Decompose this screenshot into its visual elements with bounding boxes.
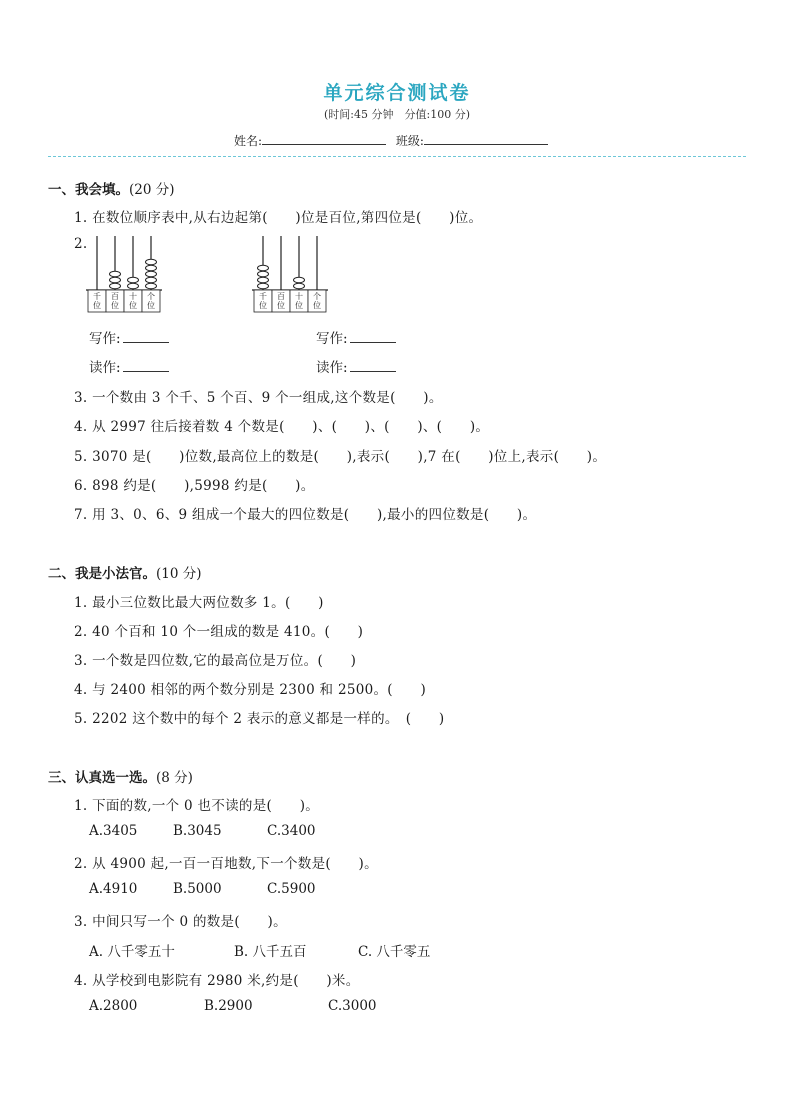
abacus-label: 位 xyxy=(147,301,155,310)
write-blank[interactable] xyxy=(350,330,396,343)
abacus-a-drawing xyxy=(86,234,166,314)
abacus-b-drawing xyxy=(252,234,332,314)
s2-question-5: 5. 2202 这个数中的每个 2 表示的意义都是一样的。 ( ) xyxy=(74,711,445,727)
option-b: B.3045 xyxy=(173,823,222,839)
write-blank[interactable] xyxy=(123,330,169,343)
abacus-label: 位 xyxy=(313,301,321,310)
section-2-heading xyxy=(48,562,202,582)
section-3-title: 三、认真选一选。 xyxy=(48,770,156,786)
abacus-bead xyxy=(258,265,269,271)
abacus-label: 位 xyxy=(259,301,267,310)
section-1-heading xyxy=(48,178,175,198)
s2-question-4: 4. 与 2400 相邻的两个数分别是 2300 和 2500。( ) xyxy=(74,682,427,698)
s3-question-1: 1. 下面的数,一个 0 也不读的是( )。 xyxy=(74,798,320,814)
write-label: 写作: xyxy=(89,331,121,347)
option-b: B.5000 xyxy=(173,881,222,897)
s2-question-3: 3. 一个数是四位数,它的最高位是万位。( ) xyxy=(74,653,357,669)
dashed-divider xyxy=(48,156,746,157)
read-label: 读作: xyxy=(89,360,121,376)
option-a: A.2800 xyxy=(89,998,138,1014)
option-c: C.3000 xyxy=(328,998,377,1014)
s1-question-6: 6. 898 约是( ),5998 约是( )。 xyxy=(74,478,315,494)
abacus-bead xyxy=(128,283,139,289)
read-blank[interactable] xyxy=(350,359,396,372)
abacus-label: 千 xyxy=(259,292,267,301)
abacus-label: 十 xyxy=(129,292,137,301)
abacus-a-read xyxy=(89,356,169,376)
abacus-label: 个 xyxy=(313,292,321,301)
abacus-bead xyxy=(128,277,139,283)
section-3-heading xyxy=(48,766,193,786)
section-1-title: 一、我会填。 xyxy=(48,182,129,198)
exam-subtitle: (时间:45 分钟 分值:100 分) xyxy=(324,108,470,121)
s1-question-7: 7. 用 3、0、6、9 组成一个最大的四位数是( ),最小的四位数是( )。 xyxy=(74,507,537,523)
option-a: A.3405 xyxy=(89,823,138,839)
name-blank[interactable] xyxy=(262,132,386,145)
abacus-a xyxy=(86,234,166,318)
option-c: C.5900 xyxy=(267,881,316,897)
s3-question-2: 2. 从 4900 起,一百一百地数,下一个数是( )。 xyxy=(74,856,378,872)
abacus-label: 位 xyxy=(93,301,101,310)
s1-question-4: 4. 从 2997 往后接着数 4 个数是( )、( )、( )、( )。 xyxy=(74,419,490,435)
abacus-bead xyxy=(294,277,305,283)
s1-question-3: 3. 一个数由 3 个千、5 个百、9 个一组成,这个数是( )。 xyxy=(74,390,443,406)
option-c: C. 八千零五 xyxy=(358,944,431,960)
read-label: 读作: xyxy=(316,360,348,376)
abacus-label: 个 xyxy=(147,292,155,301)
write-label: 写作: xyxy=(316,331,348,347)
s3-question-4: 4. 从学校到电影院有 2980 米,约是( )米。 xyxy=(74,973,360,989)
option-a: A.4910 xyxy=(89,881,138,897)
section-1-points: (20 分) xyxy=(129,182,175,198)
abacus-label: 十 xyxy=(295,292,303,301)
s1-question-5: 5. 3070 是( )位数,最高位上的数是( ),表示( ),7 在( )位上,表示( )。 xyxy=(74,449,607,465)
abacus-label: 位 xyxy=(295,301,303,310)
exam-title: 单元综合测试卷 xyxy=(323,82,471,104)
s1-question-1: 1. 在数位顺序表中,从右边起第( )位是百位,第四位是( )位。 xyxy=(74,210,483,226)
s1-question-2-number: 2. xyxy=(74,236,88,252)
s2-question-1: 1. 最小三位数比最大两位数多 1。( ) xyxy=(74,595,324,611)
abacus-bead xyxy=(258,277,269,283)
abacus-b xyxy=(252,234,332,318)
section-2-points: (10 分) xyxy=(156,566,202,582)
abacus-b-read xyxy=(316,356,396,376)
abacus-bead xyxy=(110,283,121,289)
s3-question-3: 3. 中间只写一个 0 的数是( )。 xyxy=(74,914,287,930)
name-label: 姓名: xyxy=(234,134,263,148)
abacus-bead xyxy=(258,271,269,277)
s2-question-2: 2. 40 个百和 10 个一组成的数是 410。( ) xyxy=(74,624,364,640)
abacus-bead xyxy=(294,283,305,289)
abacus-bead xyxy=(146,277,157,283)
abacus-a-write xyxy=(89,327,169,347)
abacus-b-write xyxy=(316,327,396,347)
class-blank[interactable] xyxy=(424,132,548,145)
section-2-title: 二、我是小法官。 xyxy=(48,566,156,582)
option-b: B.2900 xyxy=(204,998,253,1014)
abacus-bead xyxy=(146,283,157,289)
abacus-label: 百 xyxy=(111,292,119,301)
abacus-bead xyxy=(146,271,157,277)
abacus-bead xyxy=(110,277,121,283)
abacus-bead xyxy=(110,271,121,277)
abacus-bead xyxy=(146,265,157,271)
option-b: B. 八千五百 xyxy=(234,944,307,960)
abacus-bead xyxy=(146,259,157,265)
option-c: C.3400 xyxy=(267,823,316,839)
abacus-label: 位 xyxy=(111,301,119,310)
section-3-points: (8 分) xyxy=(156,770,193,786)
class-label: 班级: xyxy=(395,134,424,148)
abacus-label: 位 xyxy=(129,301,137,310)
abacus-label: 百 xyxy=(277,292,285,301)
abacus-label: 位 xyxy=(277,301,285,310)
abacus-bead xyxy=(258,283,269,289)
abacus-label: 千 xyxy=(93,292,101,301)
read-blank[interactable] xyxy=(123,359,169,372)
option-a: A. 八千零五十 xyxy=(89,944,175,960)
student-info xyxy=(234,132,554,149)
